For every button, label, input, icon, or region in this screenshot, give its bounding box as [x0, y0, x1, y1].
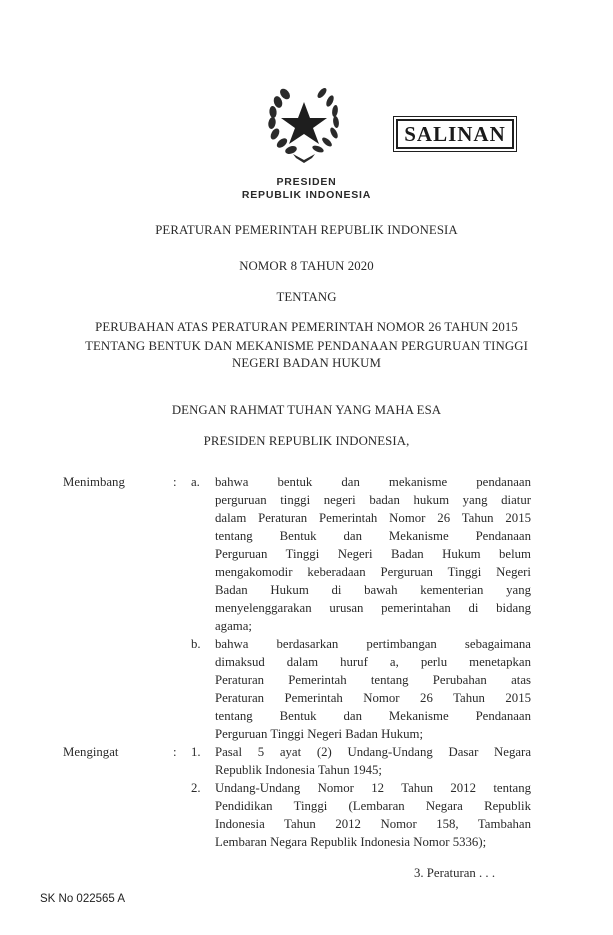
regulation-title: PERATURAN PEMERINTAH REPUBLIK INDONESIA: [155, 223, 458, 237]
subject-line-2: TENTANG BENTUK DAN MEKANISME PENDANAAN PERGURUAN TINGGI: [85, 339, 528, 353]
menimbang-a-line: Badan Hukum di bawah kementerian yang: [215, 583, 531, 597]
menimbang-a-line: Perguruan Tinggi Negeri Badan Hukum belum: [215, 547, 531, 561]
mengingat-marker-2: 2.: [191, 781, 201, 795]
menimbang-a-line: agama;: [215, 619, 252, 633]
mengingat-2-line: Pendidikan Tinggi (Lembaran Negara Republik: [215, 799, 531, 813]
mengingat-2-line: Lembaran Negara Republik Indonesia Nomor 5336);: [215, 835, 487, 849]
continuation-note: 3. Peraturan . . .: [414, 866, 496, 880]
mengingat-1-line: Pasal 5 ayat (2) Undang-Undang Dasar Negara: [215, 745, 531, 759]
document-reference: SK No 022565 A: [40, 893, 126, 905]
menimbang-a-line: tentang Bentuk dan Mekanisme Pendanaan: [215, 529, 531, 543]
menimbang-a-line: menyelenggarakan urusan pemerintahan di bidang: [215, 601, 531, 615]
menimbang-b-line: bahwa berdasarkan pertimbangan sebagaimana: [215, 637, 531, 651]
mengingat-2-line: Undang-Undang Nomor 12 Tahun 2012 tentang: [215, 781, 531, 795]
menimbang-marker-a: a.: [191, 475, 200, 489]
office-subtitle: REPUBLIK INDONESIA: [241, 189, 372, 201]
menimbang-b-line: Peraturan Pemerintah tentang Perubahan atas: [215, 673, 531, 687]
mengingat-2-line: Indonesia Tahun 2012 Nomor 158, Tambahan: [215, 817, 531, 831]
menimbang-label: Menimbang: [63, 475, 125, 489]
mengingat-marker-1: 1.: [191, 745, 201, 759]
regulation-number: NOMOR 8 TAHUN 2020: [239, 259, 374, 273]
menimbang-a-line: mengakomodir keberadaan Perguruan Tinggi Negeri: [215, 565, 531, 579]
menimbang-colon: :: [173, 475, 177, 489]
issuer-line: PRESIDEN REPUBLIK INDONESIA,: [203, 434, 410, 448]
menimbang-a-line: perguruan tinggi negeri badan hukum yang diatur: [215, 493, 531, 507]
menimbang-marker-b: b.: [191, 637, 201, 651]
mengingat-colon: :: [173, 745, 177, 759]
menimbang-a-line: bahwa bentuk dan mekanisme pendanaan: [215, 475, 531, 489]
blessing-line: DENGAN RAHMAT TUHAN YANG MAHA ESA: [171, 403, 442, 417]
salinan-badge: SALINAN: [396, 119, 514, 149]
garuda-emblem-icon: [263, 82, 345, 164]
regulation-about: TENTANG: [276, 290, 337, 304]
subject-line-1: PERUBAHAN ATAS PERATURAN PEMERINTAH NOMOR 26 TAHUN 2015: [95, 320, 518, 334]
mengingat-1-line: Republik Indonesia Tahun 1945;: [215, 763, 382, 777]
menimbang-b-line: dimaksud dalam huruf a, perlu menetapkan: [215, 655, 531, 669]
menimbang-b-line: tentang Bentuk dan Mekanisme Pendanaan: [215, 709, 531, 723]
menimbang-a-line: dalam Peraturan Pemerintah Nomor 26 Tahun 2015: [215, 511, 531, 525]
menimbang-b-line: Perguruan Tinggi Negeri Badan Hukum;: [215, 727, 424, 741]
menimbang-b-line: Peraturan Pemerintah Nomor 26 Tahun 2015: [215, 691, 531, 705]
mengingat-label: Mengingat: [63, 745, 119, 759]
subject-line-3: NEGERI BADAN HUKUM: [232, 356, 381, 370]
office-title: PRESIDEN: [276, 176, 337, 188]
